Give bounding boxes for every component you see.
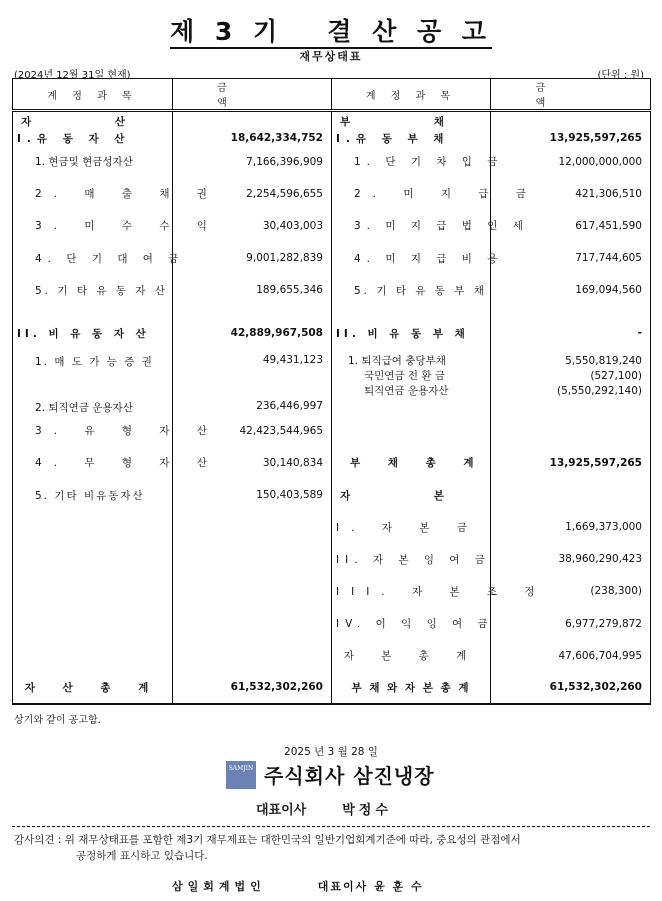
table-row [13,543,651,575]
company-name: 주식회사 삼진냉장 [264,764,435,788]
asset-item-value: 150,403,589 [173,479,332,511]
table-row [13,274,651,306]
table-row [13,479,651,511]
ceo-line [256,799,392,818]
table-row [13,131,651,146]
table-row [13,415,651,447]
current-assets-total: 18,642,334,752 [173,131,332,146]
current-assets-label: I.유 동 자 산 [13,131,173,146]
noncurrent-assets-label: II. 비 유 동 자 산 [13,320,173,346]
asset-item-label: 1. 현금및 현금성자산 [13,146,173,178]
asset-item-value: 2,254,596,655 [173,178,332,210]
liabilities-total: 13,925,597,265 [491,447,651,479]
company-logo-icon: SAMJIN [226,761,256,789]
asset-item-label: 5. 기 타 유 동 자 산 [13,274,173,306]
liability-item-value: 617,451,590 [491,210,651,242]
audit-firm: 삼일회계법인 [172,880,266,893]
auditor-line [172,878,424,894]
table-row [13,400,651,415]
asset-item-value: 9,001,282,839 [173,242,332,274]
plan-assets-label: 퇴직연금 운용자산 [364,385,449,398]
table-row [13,640,651,672]
header-account-left: 계 정 과 목 [13,79,173,111]
asset-item-value: 236,446,997 [173,400,332,415]
equity-section-label: 자 본 [332,479,491,511]
equity-item-value: 38,960,290,423 [491,543,651,575]
statement-subtitle: 재무상태표 [299,50,363,63]
liability-item-value: 717,744,605 [491,242,651,274]
liability-item-label: 1. 단 기 차 입 금 [332,146,491,178]
equity-item-label: I. 자 본 금 [332,511,491,543]
ceo-name: 박정수 [342,803,392,818]
asset-item-value: 30,140,834 [173,447,332,479]
header-account-right: 계 정 과 목 [332,79,491,111]
liabilities-section-label: 부 채 [332,111,491,131]
audit-representative: 대표이사 윤 훈 수 [317,880,424,893]
assets-total: 61,532,302,260 [173,672,332,704]
liability-item-label: 5. 기 타 유 동 부 채 [332,274,491,306]
table-row [13,242,651,274]
retirement-block [332,346,491,399]
liabilities-total-label: 부 채 총 계 [332,447,491,479]
audit-label: 감사의견 : [14,834,62,846]
asset-item-label: 3. 유 형 자 산 [13,415,173,447]
equity-item-label: III. 자 본 조 정 [332,575,491,607]
grand-total: 61,532,302,260 [491,672,651,704]
liability-item-label: 3. 미 지 급 법 인 세 [332,210,491,242]
equity-item-value: 6,977,279,872 [491,607,651,639]
audit-line-2: 공정하게 표시하고 있습니다. [76,850,208,862]
pension-value: (527,100) [590,370,642,383]
current-liabilities-total: 13,925,597,265 [491,131,651,146]
table-row [13,346,651,399]
notice-title: 제 3 기 결 산 공 고 [0,12,662,48]
table-row [13,447,651,479]
asset-item-label: 3. 미 수 수 익 [13,210,173,242]
asset-item-value: 49,431,123 [173,346,332,399]
asset-item-value: 189,655,346 [173,274,332,306]
noncurrent-assets-total: 42,889,967,508 [173,320,332,346]
table-row [13,511,651,543]
pension-label: 국민연금 전 환 금 [364,370,446,383]
retirement-values [491,346,651,399]
ceo-title: 대표이사 [256,803,307,818]
divider [12,826,650,827]
asset-item-label: 4. 무 형 자 산 [13,447,173,479]
liability-item-value: 12,000,000,000 [491,146,651,178]
retirement-value: 5,550,819,240 [565,355,642,368]
liability-item-value: 421,306,510 [491,178,651,210]
asset-item-label: 5. 기타 비유동자산 [13,479,173,511]
notice-statement: 상기와 같이 공고함. [14,715,101,726]
notice-date: 2025 년 3 월 28 일 [284,746,378,758]
assets-section-label: 자 산 [13,111,173,131]
audit-opinion [14,832,521,864]
table-row [13,146,651,178]
asset-item-label: 4. 단 기 대 여 금 [13,242,173,274]
asset-item-value: 7,166,396,909 [173,146,332,178]
equity-item-value: (238,300) [491,575,651,607]
table-header-row [13,79,651,111]
equity-item-label: II. 자 본 잉 여 금 [332,543,491,575]
equity-item-value: 1,669,373,000 [491,511,651,543]
liability-item-value: 169,094,560 [491,274,651,306]
table-row [13,178,651,210]
balance-sheet-table [12,78,651,705]
table-row [13,672,651,704]
table-row [13,306,651,320]
retirement-label: 1. 퇴직급여 충당부채 [348,355,446,368]
liability-item-label: 4. 미 지 급 비 용 [332,242,491,274]
equity-total: 47,606,704,995 [491,640,651,672]
company-block [226,760,435,789]
table-row [13,210,651,242]
plan-assets-value: (5,550,292,140) [556,385,642,398]
asset-item-value: 42,423,544,965 [173,415,332,447]
noncurrent-liabilities-label: II. 비 유 동 부 채 [332,320,491,346]
audit-line-1: 위 재무상태표를 포함한 제3기 재무제표는 대한민국의 일반기업회계기준에 따라, 중요성의 관점에서 [64,834,521,846]
equity-item-label: IV. 이 익 잉 여 금 [332,607,491,639]
asset-item-label: 1. 매 도 가 능 증 권 [13,346,173,399]
table-row [13,607,651,639]
asset-item-value: 30,403,003 [173,210,332,242]
grand-total-label: 부 채 와 자 본 총 계 [332,672,491,704]
date-note: (2024년 12월 31일 현재) [14,70,131,81]
assets-total-label: 자 산 총 계 [13,672,173,704]
current-liabilities-label: I.유 동 부 채 [332,131,491,146]
table-row [13,575,651,607]
unit-note: (단위 : 원) [597,70,644,81]
noncurrent-liabilities-total: - [491,320,651,346]
liability-item-label: 2. 미 지 급 금 [332,178,491,210]
table-row [13,320,651,346]
asset-item-label: 2. 매 출 채 권 [13,178,173,210]
header-amount-right: 금 액 [491,79,651,111]
asset-item-label: 2. 퇴직연금 운용자산 [13,400,173,415]
equity-total-label: 자 본 총 계 [332,640,491,672]
header-amount-left: 금 액 [173,79,332,111]
table-row [13,111,651,131]
